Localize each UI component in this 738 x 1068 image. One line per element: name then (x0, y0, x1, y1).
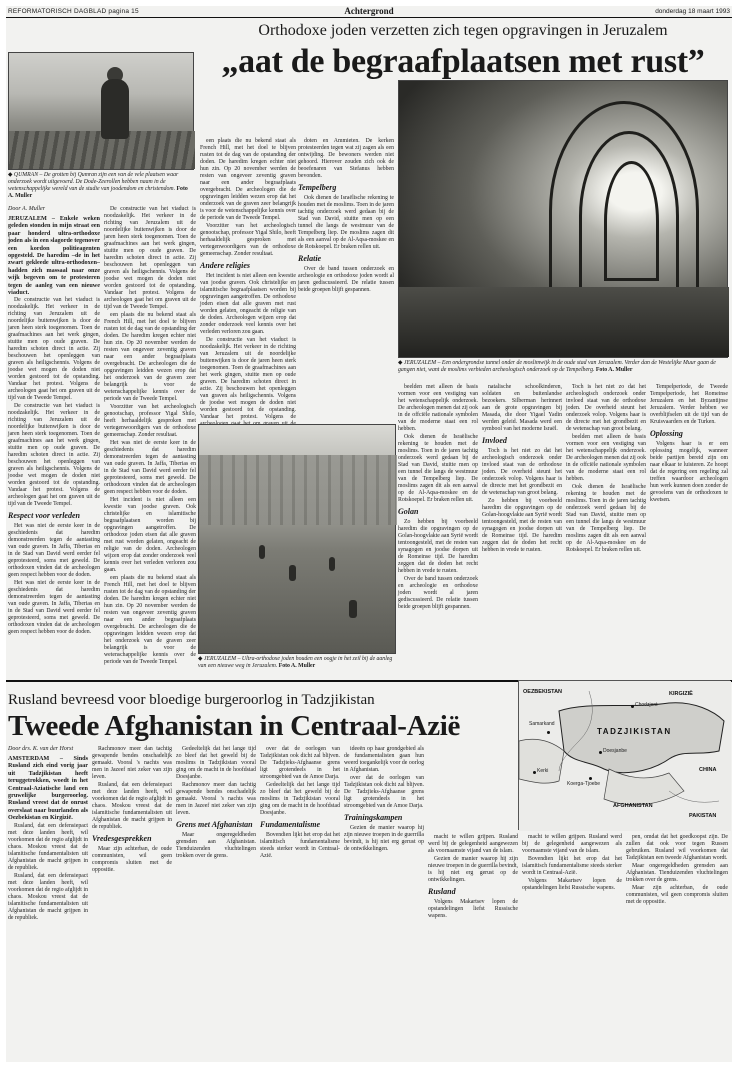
body-paragraph: over dat de oorlogen van Tadzjikistan ook dicht zal blijven. De Tadzjieks-Afghaanse grens ligt grotendeels in het stroomgebied van de Amoe Darja. (260, 746, 340, 780)
top-column-5 (398, 384, 478, 676)
bottom-column-6 (428, 834, 518, 1058)
top-column-4 (298, 138, 394, 420)
photo-credit: Foto A. Muller (8, 186, 188, 199)
body-paragraph: macht te willen grijpen. Rusland werd bij de gelegenheid aangewezen als voornaamste vijand van de islam. (428, 834, 518, 854)
body-paragraph: Het was niet de eerste keer in de geschiedenis dat haredim demonstreerden tegen de aantasting van oude graven. In Jaffa, Tiberias en in de Stad van David werd eerder fel geprotesteerd, soms met geweld. De orthodoxen vinden dat de archeologen geen respect hebben voor de doden. (8, 580, 100, 636)
body-paragraph: een plaats die nu bekend staat als French Hill, met het doel te blijven rusten tot de dag van de opstanding der doden. De haredim kregen echter niet hun zin. Op 20 november werden de resten van ongeveer zeventig graven naar een ander begraafplaats overgebracht. De archeologen die de opgravingen leidden wezen erop dat het onderzoek van de graven zeer belangrijk is voor de wetenschappelijke kennis over de periode van de Tweede Tempel. (104, 312, 196, 402)
body-paragraph: over dat de oorlogen van Tadzjikistan ook dicht zal blijven. De Tadzjieks-Afghaanse grens ligt grotendeels in het stroomgebied van de Amoe Darja. (344, 775, 424, 809)
body-paragraph: een plaats die nu bekend staat als French Hill, met het doel te blijven rusten tot de dag van de opstanding der doden. De haredim kregen echter niet hun zin. Op 20 november werden de resten van ongeveer zeventig graven naar een ander begraafplaats overgebracht. De archeologen die de opgravingen leidden wezen erop dat het onderzoek van de graven zeer belangrijk is voor de wetenschappelijke kennis over de periode van de Tweede Tempel. (200, 138, 296, 221)
subheading: Rusland (428, 887, 456, 896)
city-marker (599, 751, 602, 754)
qumran-photo (8, 52, 194, 170)
lead-paragraph: AMSTERDAM – Sinds Rusland zich eind vorig jaar uit Tadzjikistan heeft teruggetrokken, woedt in het Centraal-Aziatische land een gruwelijke burgeroorlog. Rusland vreest dat de onrust overslaat naar buurlanden als Oezbekistan en Kirgizië. (8, 755, 88, 822)
map-country-label: TADZJIKISTAN (597, 727, 672, 736)
body-paragraph: Rachmonov meer dan tachtig gewapende bendes onschadelijk gemaakt. Vooral 's nachts was men in Jazeef niet zeker van zijn leven. (92, 746, 172, 780)
subheading: Golan (398, 507, 419, 516)
masthead (6, 6, 732, 18)
tunnel-caption: ◆ JERUZALEM – Een ondergrondse tunnel onder de moslimwijk in de oude stad van Jeruzalem. Verder dan de Westelijke Muur gaan de gangen niet, want de moslims verbieden archeologisch onderzoek op de Tempelberg. Foto A. Muller (398, 360, 716, 373)
bottom-column-4 (260, 746, 340, 1058)
bottom-kicker: Rusland bevreesd voor bloedige burgeroorlog in Tadzjikistan (8, 692, 375, 708)
body-paragraph: Rusland, dat een defensiepact met deze landen heeft, wil voorkomen dat de regio afglijdt in chaos. Moskou vreest dat de islamitische fundamentalisten uit Afghanistan de macht grijpen in de republiek. (8, 822, 88, 871)
body-paragraph: Voorzitter van het archeologisch genootschap, professor Yigal Shilo, heeft herhaaldelijk gesproken met vertegenwoordigers van de orthodoxe gemeenschap. Zonder resultaat. (104, 404, 196, 438)
lead-paragraph: JERUZALEM – Enkele weken geleden stonden in mijn straat een paar honderd ultra-orthodoxe joden als in een slagorde tegenover een kordon politieagenten opgesteld. De haredim –de in het zwart gekleede ultra-orthodoxen– hadden zich massaal naar onze wijk begeven om te protesteren tegen de aanleg van een nieuwe viaduct. (8, 215, 100, 297)
body-paragraph: De constructie van het viaduct is noodzakelijk. Het verkeer in de richting van Jeruzalem uit de noordelijke buitenwijken is door de jaren heen sterk toegenomen. Toen de graafmachines aan het werk gingen, stuitte men op oude graven. De haredim schoten direct in actie. Zij beschouwen het openleggen van graven als heiligschennis. Volgens de joodse wet mogen de doden niet worden gestoord tot de opstanding. Vandaar het protest. Volgens de archeologen gaat het om graven uit de tijd van de Tweede Tempel. (8, 297, 100, 402)
city-marker (589, 777, 592, 780)
body-paragraph: De constructie van het viaduct is noodzakelijk. Het verkeer in de richting van Jeruzalem uit de noordelijke buitenwijken is door de jaren heen sterk toegenomen. Toen de graafmachines aan het werk gingen, stuitte men op oude graven. De haredim schoten direct in actie. Zij beschouwen het openleggen van graven als heiligschennis. Volgens de joodse wet mogen de doden niet worden gestoord tot de opstanding. Vandaar het protest. Volgens de archeologen gaat het om graven uit de tijd van de Tweede Tempel. (8, 403, 100, 508)
body-paragraph: pen, omdat dat het goedkoopst zijn. De zullen dat ook voor tegen Russen gebruiken. Rusland wil voorkomen dat Tadzjikistan een tweede Afghanistan wordt. (626, 834, 728, 861)
city-marker (533, 771, 536, 774)
map-city-label: Kerki (537, 768, 549, 774)
photo-credit: Foto A. Muller (278, 663, 316, 669)
bottom-column-5 (344, 746, 424, 1058)
map-country-label: KIRGIZIË (669, 691, 693, 697)
body-paragraph: Gezien de manier waarop hij zijn nieuwe troepen in de guerrilla bevindt, is hij niet erg gerust op de ontwikkelingen. (428, 856, 518, 883)
body-paragraph: beelden met alleen de basis vormen voor een vestiging van het wetenschappelijk onderzoek. De archeologen menen dat zij ook in de offciële nationale symbolen van de moderne staat een rol hebben. (398, 384, 478, 432)
subheading: Grens met Afghanistan (176, 820, 253, 829)
body-paragraph: Maar zijn achterban, de oude communisten, wil geen compromis sluiten met de oppositie. (92, 846, 172, 873)
body-paragraph: Het incident is niet alleen een kwestie van joodse graven. Ook christelijke en islamitische begraafplaatsen worden bij opgravingen aangetroffen. De orthodoxe joden eisen dat alle graven met rust worden gelaten, ongeacht de religie van de doden. Archeologen wijzen erop dat zonder onderzoek veel kennis over het verleden verloren zou gaan. (200, 273, 296, 335)
body-paragraph: beelden met alleen de basis vormen voor een vestiging van het wetenschappelijk onderzoek. De archeologen menen dat zij ook in de offciële nationale symbolen van de moderne staat een rol hebben. (566, 434, 646, 482)
body-paragraph: Gedeeltelijk dat het lange tijd zo bleef dat het geweld bij de moslims in Tadzjikistan vooral ging om de macht in de hoofdstad Doesjanbe. (176, 746, 256, 780)
section-title: Achtergrond (344, 6, 394, 16)
body-paragraph: Toch is het niet zo dat het archeologisch onderzoek onder invloed staat van de orthodoxe joden. De overheid steunt het onderzoek volop. Volgens haar is de directe met het grondbezit en de wetenschap van groot belang. (482, 448, 562, 496)
body-paragraph: Zo hebben bij voorbeeld haredim die opgravingen op de Golan-hoogvlakte aan Syrië wordt tentoongesteld, met de resten van synagogen en joodse dorpen uit de Romeinse tijd. De haredim zeggen dat de doden het recht hebben in vrede te rusten. (482, 498, 563, 553)
subheading: Oplossing (650, 429, 683, 438)
body-paragraph: Voorzitter van het archeologisch genootschap, professor Yigal Shilo, heeft herhaaldelijk gesproken met vertegenwoordigers van de orthodoxe gemeenschap. Zonder resultaat. (200, 223, 296, 257)
body-paragraph: Maar ongeregeldheden grensden aan Afghanistan. Tienduizenden vluchtelingen trokken over de grens. (626, 863, 728, 883)
subheading: Andere religies (200, 261, 250, 270)
issue-date: donderdag 18 maart 1993 (655, 8, 730, 15)
body-paragraph: Ook dienen de Israëlische rekening te houden met de moslims. Toen in de jaren tachtig onderzoek werd gedaan bij de Stad van David, stuitte men op een tunnel die langs de westmuur van de Tempelberg liep. De moslims zagen dit als een aanval op de Al-Aqsa-moskee en de Rotskoepel. Er braken rellen uit. (298, 195, 394, 250)
bottom-column-1 (8, 746, 88, 1058)
body-paragraph: Het incident is niet alleen een kwestie van joodse graven. Ook christelijke en islamitische begraafplaatsen worden bij opgravingen aangetroffen. De orthodoxe joden eisen dat alle graven met rust worden gelaten, ongeacht de religie van de doden. Archeologen wijzen erop dat zonder onderzoek veel kennis over het verleden verloren zou gaan. (104, 497, 196, 573)
body-paragraph: De constructie van het viaduct is noodzakelijk. Het verkeer in de richting van Jeruzalem uit de noordelijke buitenwijken is door de jaren heen sterk toegenomen. Toen de graafmachines aan het werk gingen, stuitte men op oude graven. De haredim schoten direct in actie. Zij beschouwen het openleggen van graven als heiligschennis. Volgens de joodse wet mogen de doden niet worden gestoord tot de opstanding. Vandaar het protest. Volgens de (200, 337, 296, 420)
body-paragraph: Bovendien lijkt het erop dat het islamitisch fundamentalisme steeds sterker wordt in Centraal-Azië. (522, 856, 622, 876)
map-country-label: PAKISTAN (689, 813, 717, 819)
subheading: Vredesgesprekken (92, 834, 152, 843)
newspaper-page (6, 6, 732, 1062)
subheading: Relatie (298, 254, 322, 263)
map-country-label: AFGHANISTAN (613, 803, 653, 809)
map-city-label: Chodzjent (635, 702, 658, 708)
body-paragraph: De constructie van het viaduct is noodzakelijk. Het verkeer in de richting van Jeruzalem uit de noordelijke buitenwijken is door de jaren heen sterk toegenomen. Toen de graafmachines aan het werk gingen, stuitte men op oude graven. De haredim schoten direct in actie. Zij beschouwen het openleggen van graven als heiligschennis. Volgens de joodse wet mogen de doden niet worden gestoord tot de opstanding. Vandaar het protest. Volgens de archeologen gaat het om graven uit de tijd van de Tweede Tempel. (104, 206, 196, 310)
caption-icon: ◆ (198, 656, 204, 662)
body-paragraph: Volgens Makartsev lopen de opstandelingen liefst Russische wapens. (428, 899, 518, 919)
body-paragraph: Rachmonov meer dan tachtig gewapende bendes onschadelijk gemaakt. Vooral 's nachts was men in Jazeef niet zeker van zijn leven. (176, 782, 256, 816)
bottom-column-7 (522, 834, 622, 1058)
byline: Door A. Muller (8, 206, 46, 212)
tajikistan-map (518, 680, 730, 830)
subheading: Respect voor verleden (8, 511, 80, 521)
city-marker (547, 731, 550, 734)
body-paragraph: Ook dienen de Israëlische rekening te houden met de moslims. Toen in de jaren tachtig onderzoek werd gedaan bij de Stad van David, stuitte men op een tunnel die langs de westmuur van de Tempelberg liep. De moslims zagen dit als een aanval op de Al-Aqsa-moskee en de Rotskoepel. Er braken rellen uit. (398, 434, 478, 503)
paper-name: REFORMATORISCH DAGBLAD pagina 15 (8, 8, 139, 15)
top-column-6 (482, 384, 562, 676)
body-paragraph: Over de band tussen onderzoek en archeologie en orthodoxe joden wordt al jaren gediscussieerd. De relatie tussen beide groepen blijft gespannen. (398, 576, 478, 610)
tunnel-photo (398, 80, 728, 358)
body-paragraph: Volgens Makartsev lopen de opstandelingen liefst Russische wapens. (522, 878, 622, 891)
body-paragraph: Rusland, dat een defensiepact met deze landen heeft, wil voorkomen dat de regio afglijdt in chaos. Moskou vreest dat de islamitische fundamentalisten uit Afghanistan de macht grijpen in de republiek. (92, 782, 172, 830)
body-paragraph: natalische schoolkinderen, soldaten en buitenlandse bezoekers. Silberman herinnert aan de grote opgravingen bij Masada, die door Yigael Yadin werden geleid. Masada werd een symbool van het moderne Israël. (482, 384, 562, 432)
body-paragraph: Volgens haar is er een oplossing mogelijk, wanneer beide partijen bereid zijn om naar elkaar te luisteren. Ze hoopt dat de regering een regeling zal treffen waardoor archeologen hun werk kunnen doen zonder de gevoelens van de orthodoxen te kwetsen. (650, 441, 728, 503)
excavation-photo (198, 424, 396, 654)
body-paragraph: Rusland, dat een defensiepact met deze landen heeft, wil voorkomen dat de regio afglijdt in chaos. Moskou vreest dat de islamitische fundamentalisten uit Afghanistan de macht grijpen in de republiek. (8, 872, 88, 921)
body-paragraph: Het was niet de eerste keer in de geschiedenis dat haredim demonstreerden tegen de aantasting van oude graven. In Jaffa, Tiberias en in de Stad van David werd eerder fel geprotesteerd, soms met geweld. De orthodoxen vinden dat de archeologen geen respect hebben voor de doden. (104, 440, 196, 495)
top-column-7 (566, 384, 646, 676)
body-paragraph: Toch is het niet zo dat het archeologisch onderzoek onder invloed staat van de orthodoxe joden. De overheid steunt het onderzoek volop. Volgens haar is de directe met het grondbezit en de wetenschap van groot belang. (566, 384, 646, 432)
body-paragraph: Het was niet de eerste keer in de geschiedenis dat haredim demonstreerden tegen de aantasting van oude graven. In Jaffa, Tiberias en in de Stad van David werd eerder fel geprotesteerd, soms met geweld. De orthodoxen vinden dat de archeologen geen respect hebben voor de doden. (8, 523, 100, 579)
top-column-8 (650, 384, 728, 676)
body-paragraph: Maar ongeregeldheden grensden aan Afghanistan. Tienduizenden vluchtelingen trokken over de grens. (176, 832, 256, 859)
body-paragraph: Bovendien lijkt het erop dat het islamitisch fundamentalisme steeds sterker wordt in Centraal-Azië. (260, 832, 340, 859)
bottom-column-3 (176, 746, 256, 1058)
bottom-headline: Tweede Afghanistan in Centraal-Azië (8, 710, 461, 742)
map-city-label: Samarkand (529, 721, 555, 727)
subheading: Invloed (482, 436, 507, 445)
photo-credit: Foto A. Muller (595, 367, 633, 373)
subheading: Fundamentalisme (260, 820, 321, 829)
body-paragraph: doten en Ammieten. De kerken protesteerden tegen wat zij zagen als een ontwijding. De bewoners werden niet gehoord. Hierover zouden zich ook de beoefenaren van Stefanus hebben bevonden. (298, 138, 394, 179)
top-column-1 (8, 206, 100, 676)
map-city-label: Koerga-Tjoebe (567, 781, 601, 787)
body-paragraph: Over de band tussen onderzoek en archeologie en orthodoxe joden wordt al jaren gediscussieerd. De relatie tussen beide groepen blijft gespannen. (298, 266, 394, 293)
bottom-column-2 (92, 746, 172, 1058)
map-country-label: OEZBEKISTAN (523, 689, 563, 695)
body-paragraph: Gezien de manier waarop hij zijn nieuwe troepen in de guerrilla bevindt, is hij niet erg gerust op de ontwikkelingen. (344, 825, 424, 852)
subheading: Tempelberg (298, 183, 337, 192)
body-paragraph: ideeën op haar grondgebied als de fundamentalisten gaan hun weerd toegankelijk voor de oorlog in Afghanistan. (344, 746, 424, 773)
body-paragraph: Zo hebben bij voorbeeld haredim die opgravingen op de Golan-hoogvlakte aan Syrië wordt tentoongesteld, met de resten van synagogen en joodse dorpen uit de Romeinse tijd. De haredim zeggen dat de doden het recht hebben in vrede te rusten. (398, 519, 479, 574)
city-marker (631, 705, 634, 708)
subheading: Trainingskampen (344, 813, 403, 822)
bottom-column-8 (626, 834, 728, 1058)
body-paragraph: Ook dienen de Israëlische rekening te houden met de moslims. Toen in de jaren tachtig onderzoek werd gedaan bij de Stad van David, stuitte men op een tunnel die langs de westmuur van de Tempelberg liep. De moslims zagen dit als een aanval op de Al-Aqsa-moskee en de Rotskoepel. Er braken rellen uit. (566, 484, 646, 553)
body-paragraph: een plaats die nu bekend staat als French Hill, met het doel te blijven rusten tot de dag van de opstanding der doden. De haredim kregen echter niet hun zin. Op 20 november werden de resten van ongeveer zeventig graven naar een ander begraafplaats overgebracht. De archeologen die de opgravingen leidden wezen erop dat het onderzoek van de graven zeer belangrijk is voor de wetenschappelijke kennis over de periode van de Tweede Tempel. (104, 575, 196, 665)
top-column-3 (200, 138, 296, 420)
caption-icon: ◆ (398, 360, 404, 366)
byline: Door drs. K. van der Horst (8, 746, 74, 752)
body-paragraph: macht te willen grijpen. Rusland werd bij de gelegenheid aangewezen als voornaamste vijand van de islam. (522, 834, 622, 854)
map-city-label: Doesjanbe (603, 748, 627, 754)
caption-icon: ◆ (8, 172, 14, 178)
excavation-caption: ◆ JERUZALEM – Ultra-orthodoxe joden houden een oogje in het zeil bij de aanleg van een nieuwe weg in Jeruzalem. Foto A. Muller (198, 656, 393, 669)
body-paragraph: Gedeeltelijk dat het lange tijd zo bleef dat het geweld bij de moslims in Tadzjikistan vooral ging om de macht in de hoofdstad Doesjanbe. (260, 782, 340, 816)
body-paragraph: Tempelperiode, de Tweede Tempelperiode, het Romeinse Jeruzalem en het Byzantijnse Jeruzalem. Verder hebben we overblijfselen uit de tijd van de Kruisvaarders en de Turken. (650, 384, 728, 425)
top-headline: „aat de begraafplaatsen met rust” (221, 43, 705, 80)
top-kicker: Orthodoxe joden verzetten zich tegen opgravingen in Jeruzalem (258, 22, 668, 39)
qumran-caption: ◆ QUMRAN – De grotten bij Qumran zijn een van de vele plaatsen waar onderzoek wordt uitgevoerd. De Dode-Zeerollen hebben naam in de wetenschappelijke wereld van de studie van joodendom en christendom. Foto A. Muller (8, 172, 188, 199)
body-paragraph: Maar zijn achterban, de oude communisten, wil geen compromis sluiten met de oppositie. (626, 885, 728, 905)
map-country-label: CHINA (699, 767, 717, 773)
top-column-2 (104, 206, 196, 676)
